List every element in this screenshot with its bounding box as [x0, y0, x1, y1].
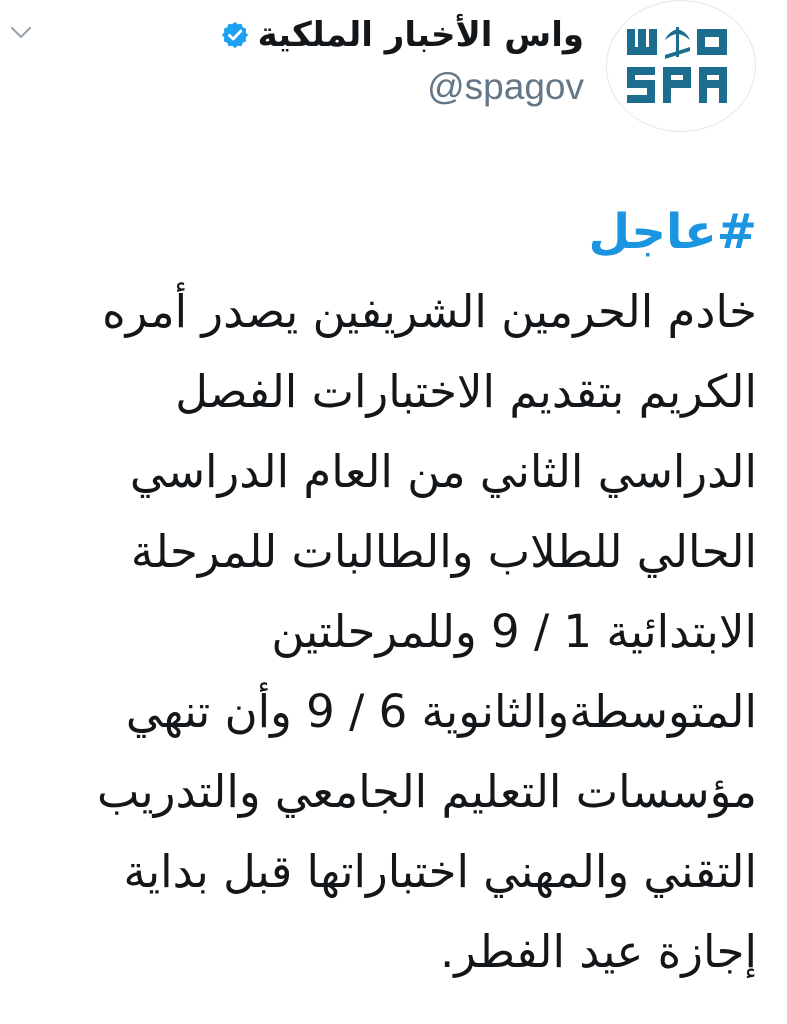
tweet-line: الكريم بتقديم الاختبارات الفصل — [175, 365, 757, 418]
tweet-line: الحالي للطلاب والطالبات للمرحلة — [130, 525, 757, 578]
tweet-line: إجازة عيد الفطر. — [439, 925, 757, 978]
tweet-line: الدراسي الثاني من العام الدراسي — [129, 445, 757, 498]
tweet-line: المتوسطةوالثانوية 6 / 9 وأن تنهي — [125, 685, 757, 738]
tweet-line: الابتدائية 1 / 9 وللمرحلتين — [271, 605, 757, 658]
tweet-line: مؤسسات التعليم الجامعي والتدريب — [97, 765, 757, 818]
tweet-line: خادم الحرمين الشريفين يصدر أمره — [102, 285, 757, 338]
verified-badge-icon — [220, 20, 250, 50]
spa-logo-icon — [625, 25, 737, 107]
account-name-row — [220, 10, 584, 60]
tweet-line: التقني والمهني اختباراتها قبل بداية — [123, 845, 757, 898]
hashtag-link[interactable]: #عاجل — [588, 204, 757, 260]
account-handle[interactable]: @spagov — [427, 66, 584, 107]
tweet-text — [30, 192, 757, 992]
chevron-down-icon[interactable] — [8, 20, 34, 46]
avatar[interactable] — [606, 0, 756, 132]
display-name[interactable]: واس الأخبار الملكية — [257, 15, 584, 55]
